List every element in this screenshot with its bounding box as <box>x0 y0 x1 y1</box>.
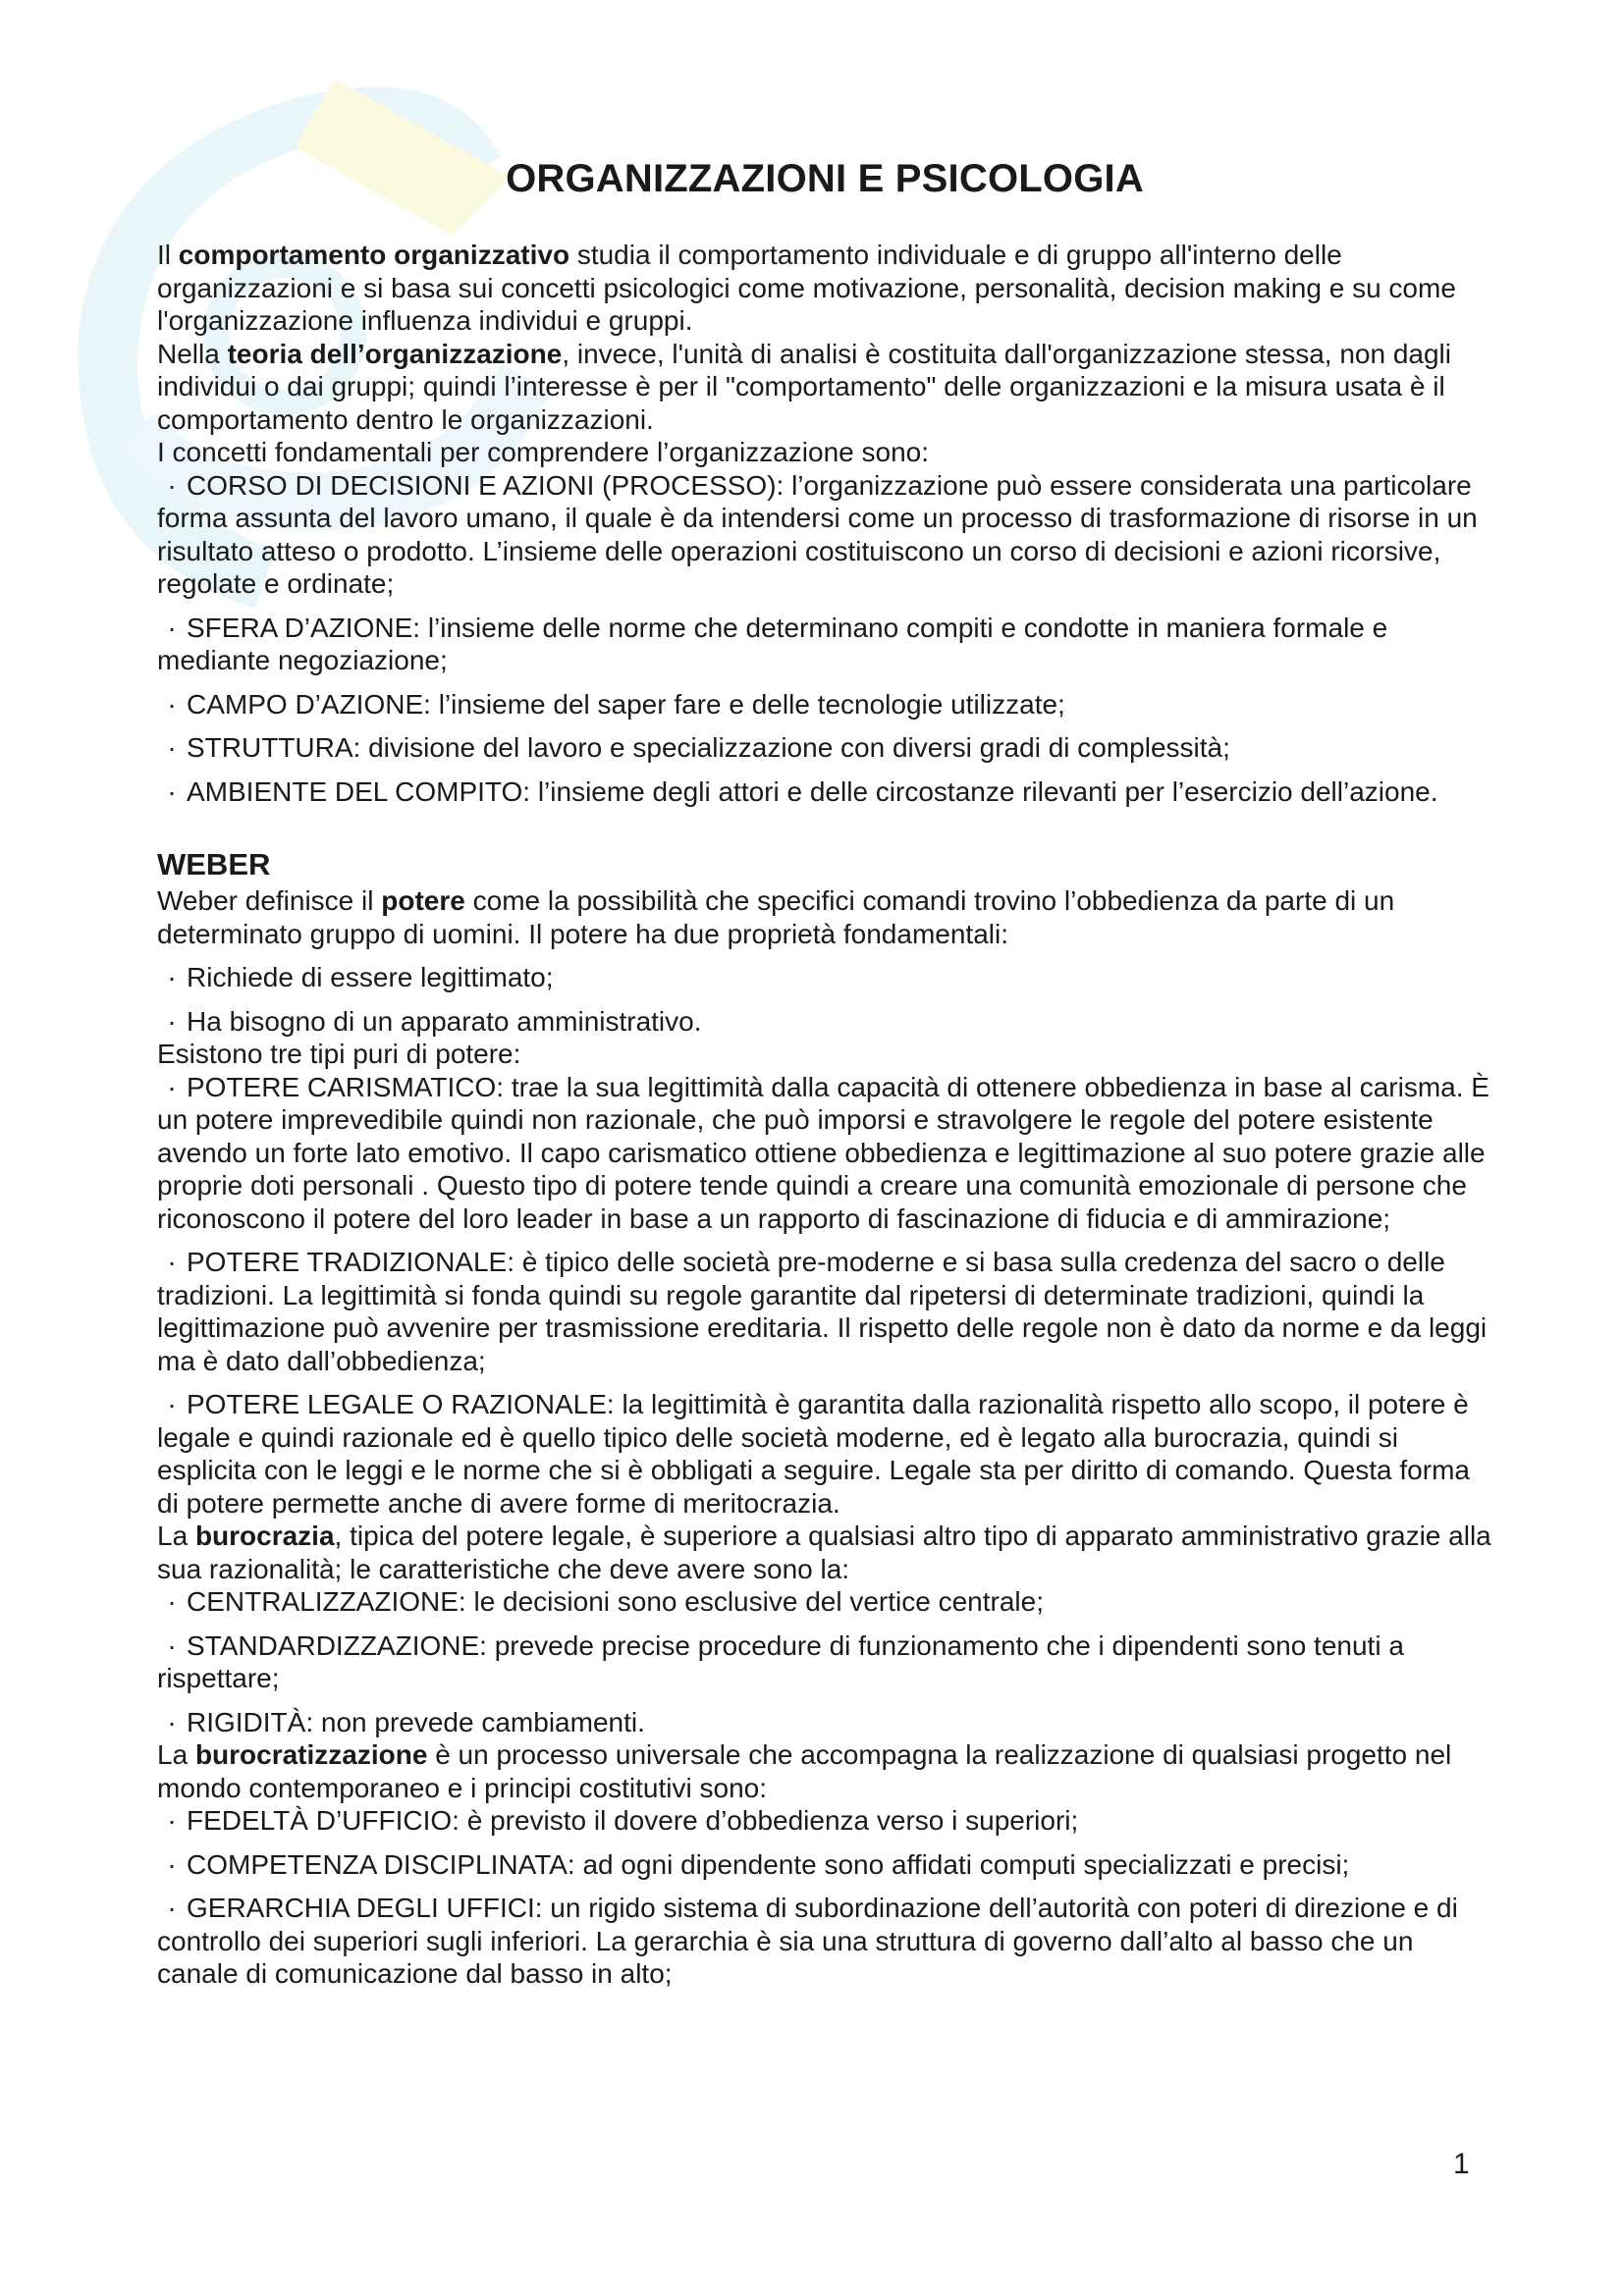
term-burocrazia: burocrazia <box>194 1521 335 1551</box>
term-comportamento-organizzativo: comportamento organizzativo <box>178 240 570 270</box>
list-item: · FEDELTÀ D’UFFICIO: è previsto il dovere d’obbedienza verso i superiori; <box>157 1804 1492 1838</box>
list-item: · Ha bisogno di un apparato amministrativo. <box>157 1005 1492 1039</box>
document-page <box>157 157 1492 1991</box>
list-item: · POTERE TRADIZIONALE: è tipico delle società pre-moderne e si basa sulla credenza del sacro o delle tradizioni. La legittimità si fonda quindi su regole garantite dal ripetersi di determinate tradizioni, quindi la legittimazione può avvenire per trasmissione ereditaria. Il rispetto delle regole non è dato da norme e da leggi ma è dato dall’obbedienza; <box>157 1247 1488 1376</box>
bureaucratization-paragraph: La burocratizzazione è un processo universale che accompagna la realizzazione di qualsiasi progetto nel mondo contemporaneo e i principi costitutivi sono: <box>157 1739 1452 1803</box>
list-item: · STRUTTURA: divisione del lavoro e specializzazione con diversi gradi di complessità; <box>157 731 1492 765</box>
power-types-intro: Esistono tre tipi puri di potere: <box>157 1039 521 1069</box>
intro-paragraph-2: Nella teoria dell’organizzazione, invece, l'unità di analisi è costituita dall'organizzazione stessa, non dagli individui o dai gruppi; quindi l’interesse è per il "comportamento" delle organizzazioni e la misura usata è il comportamento dentro le organizzazioni. <box>157 338 1451 435</box>
list-item: · RIGIDITÀ: non prevede cambiamenti. <box>157 1706 1492 1739</box>
bullet-icon: · <box>167 1848 177 1880</box>
bullet-icon: · <box>167 1071 177 1102</box>
concepts-list <box>157 469 1492 809</box>
bullet-icon: · <box>167 1629 177 1661</box>
list-item: · POTERE CARISMATICO: trae la sua legittimità dalla capacità di ottenere obbedienza in base al carisma. È un potere imprevedibile quindi non razionale, che può imporsi e stravolgere le regole del potere esistente avendo un forte lato emotivo. Il capo carismatico ottiene obbedienza e legittimazione al suo potere grazie alle proprie doti personali . Questo tipo di potere tende quindi a creare una comunità emozionale di persone che riconoscono il potere del loro leader in base a un rapporto di fascinazione di fiducia e di ammirazione; <box>157 1071 1489 1234</box>
bullet-icon: · <box>167 962 177 992</box>
list-item: · AMBIENTE DEL COMPITO: l’insieme degli attori e delle circostanze rilevanti per l’esercizio dell’azione. <box>157 775 1492 809</box>
intro-paragraph-3: I concetti fondamentali per comprendere l’organizzazione sono: <box>157 437 930 467</box>
list-item: · CENTRALIZZAZIONE: le decisioni sono esclusive del vertice centrale; <box>157 1585 1492 1619</box>
bullet-icon: · <box>167 1586 177 1617</box>
list-item: · CORSO DI DECISIONI E AZIONI (PROCESSO): l’organizzazione può essere considerata una particolare forma assunta del lavoro umano, il quale è da intendersi come un processo di trasformazione di risorse in un risultato atteso o prodotto. L’insieme delle operazioni costituiscono un corso di decisioni e azioni ricorsive, regolate e ordinate; <box>157 469 1478 599</box>
list-item: · COMPETENZA DISCIPLINATA: ad ogni dipendente sono affidati computi specializzati e precisi; <box>157 1848 1492 1882</box>
bullet-icon: · <box>167 1805 177 1836</box>
bullet-icon: · <box>167 1893 177 1923</box>
section-heading-weber: WEBER <box>157 847 271 881</box>
term-burocratizzazione: burocratizzazione <box>194 1739 428 1770</box>
bureaucracy-traits-list <box>157 1585 1492 1738</box>
bullet-icon: · <box>167 469 177 501</box>
term-teoria-organizzazione: teoria dell’organizzazione <box>227 338 563 369</box>
list-item: · STANDARDIZZAZIONE: prevede precise procedure di funzionamento che i dipendenti sono tenuti a rispettare; <box>157 1629 1404 1693</box>
list-item: · SFERA D’AZIONE: l’insieme delle norme che determinano compiti e condotte in maniera formale e mediante negoziazione; <box>157 612 1388 675</box>
intro-paragraph-1: Il comportamento organizzativo studia il comportamento individuale e di gruppo all'interno delle organizzazioni e si basa sui concetti psicologici come motivazione, personalità, decision making e su come l'organizzazione influenza individui e gruppi. <box>157 240 1456 336</box>
bullet-icon: · <box>167 612 177 643</box>
power-properties-list <box>157 961 1492 1038</box>
term-potere: potere <box>381 885 465 916</box>
principles-list <box>157 1804 1492 1991</box>
list-item: · GERARCHIA DEGLI UFFICI: un rigido sistema di subordinazione dell’autorità con poteri di direzione e di controllo dei superiori sugli inferiori. La gerarchia è sia una struttura di governo dall’alto al basso che un canale di comunicazione dal basso in alto; <box>157 1893 1458 1989</box>
page-number: 1 <box>1453 2148 1470 2180</box>
bullet-icon: · <box>167 1247 177 1277</box>
power-types-list <box>157 1071 1492 1521</box>
bureaucracy-paragraph: La burocrazia, tipica del potere legale, è superiore a qualsiasi altro tipo di apparato amministrativo grazie alla sua razionalità; le caratteristiche che deve avere sono la: <box>157 1521 1491 1584</box>
weber-power-definition: Weber definisce il potere come la possibilità che specifici comandi trovino l’obbedienza da parte di un determinato gruppo di uomini. Il potere ha due proprietà fondamentali: <box>157 885 1395 949</box>
bullet-icon: · <box>167 1389 177 1419</box>
bullet-icon: · <box>167 775 177 807</box>
bullet-icon: · <box>167 688 177 720</box>
bullet-icon: · <box>167 1706 177 1737</box>
list-item: · POTERE LEGALE O RAZIONALE: la legittimità è garantita dalla razionalità rispetto allo scopo, il potere è legale e quindi razionale ed è quello tipico delle società moderne, ed è legato alla burocrazia, quindi si esplicita con le leggi e le norme che si è obbligati a seguire. Legale sta per diritto di comando. Questa forma di potere permette anche di avere forme di meritocrazia. <box>157 1389 1470 1519</box>
bullet-icon: · <box>167 1005 177 1037</box>
list-item: · Richiede di essere legittimato; <box>157 961 1492 994</box>
bullet-icon: · <box>167 732 177 763</box>
document-title: ORGANIZZAZIONI E PSICOLOGIA <box>506 157 1144 200</box>
list-item: · CAMPO D’AZIONE: l’insieme del saper fare e delle tecnologie utilizzate; <box>157 688 1492 721</box>
